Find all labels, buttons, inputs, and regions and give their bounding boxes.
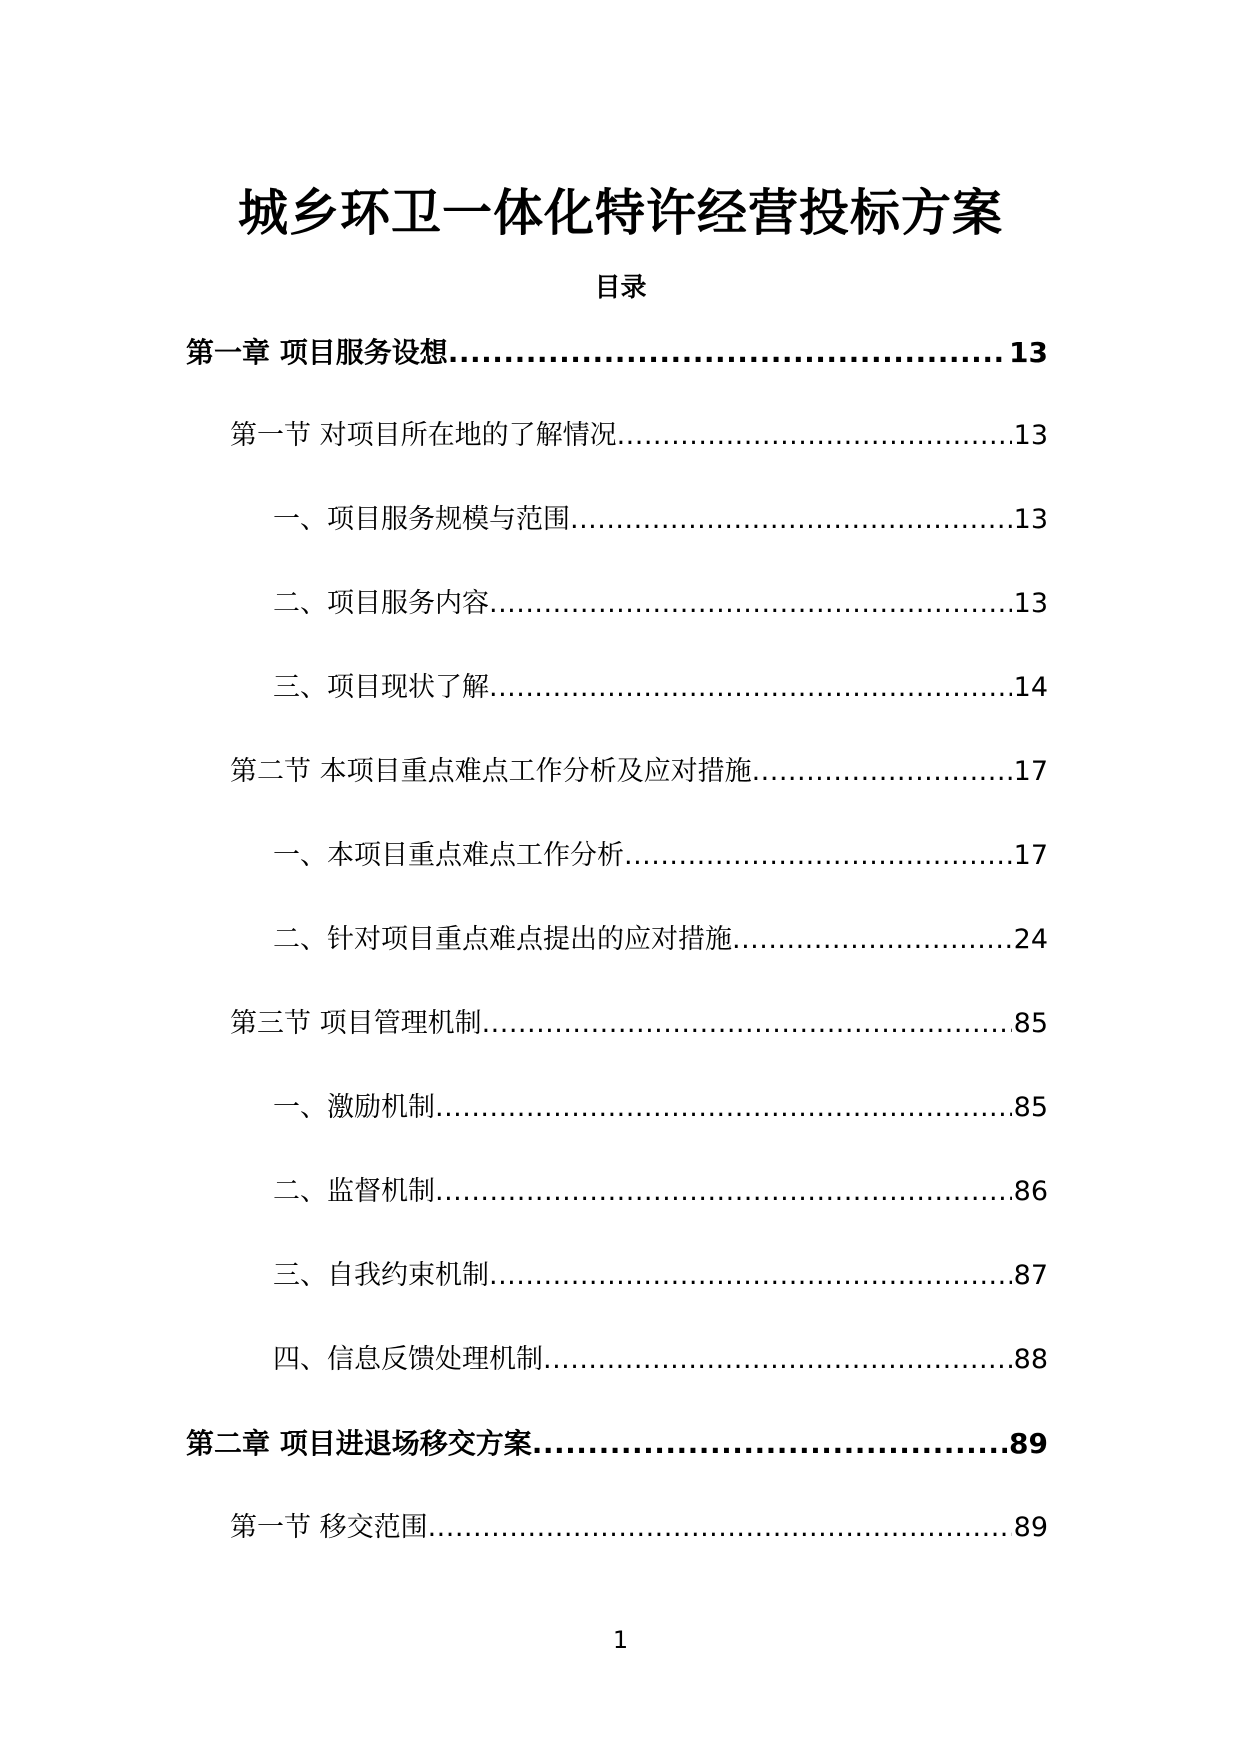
toc-dot-leader: [532, 1424, 1007, 1464]
toc-entry-title: 第三节 项目管理机制: [230, 1008, 482, 1039]
toc-entry[interactable]: [230, 1004, 1048, 1044]
toc-dot-leader: [624, 836, 1012, 876]
toc-entry-title: 四、信息反馈处理机制: [273, 1344, 543, 1375]
toc-entry-title: 第一节 移交范围: [230, 1512, 428, 1543]
toc-entry[interactable]: [230, 416, 1048, 456]
toc-entry[interactable]: [273, 1340, 1048, 1380]
toc-dot-leader: [617, 416, 1012, 456]
document-title: 城乡环卫一体化特许经营投标方案: [238, 184, 1003, 242]
toc-dot-leader: [489, 668, 1012, 708]
toc-entry-title: 二、项目服务内容: [273, 588, 489, 619]
toc-entry[interactable]: [273, 500, 1048, 540]
toc-entry-title: 第一章 项目服务设想: [186, 336, 448, 369]
toc-entry-page: 88: [1013, 1344, 1048, 1375]
toc-dot-leader: [448, 333, 1007, 373]
toc-dot-leader: [428, 1508, 1012, 1548]
toc-entry-title: 第一节 对项目所在地的了解情况: [230, 420, 617, 451]
toc-entry-title: 第二节 本项目重点难点工作分析及应对措施: [230, 756, 752, 787]
toc-entry-page: 17: [1013, 840, 1048, 871]
toc-entry-page: 13: [1009, 336, 1048, 369]
toc-dot-leader: [435, 1088, 1012, 1128]
toc-entry-page: 13: [1013, 420, 1048, 451]
toc-entry-title: 二、针对项目重点难点提出的应对措施: [273, 924, 732, 955]
page-number: 1: [612, 1626, 629, 1654]
toc-entry-title: 二、监督机制: [273, 1176, 435, 1207]
toc-entry-page: 17: [1013, 756, 1048, 787]
toc-dot-leader: [732, 920, 1012, 960]
toc-entry-title: 一、激励机制: [273, 1092, 435, 1123]
toc-dot-leader: [435, 1172, 1012, 1212]
toc-entry-page: 89: [1009, 1427, 1048, 1460]
toc-dot-leader: [752, 752, 1012, 792]
toc-entry-page: 85: [1013, 1092, 1048, 1123]
toc-entry[interactable]: [186, 333, 1048, 373]
toc-entry[interactable]: [186, 1424, 1048, 1464]
toc-dot-leader: [489, 1256, 1012, 1296]
toc-entry-title: 第二章 项目进退场移交方案: [186, 1427, 532, 1460]
toc-entry[interactable]: [273, 1088, 1048, 1128]
toc-dot-leader: [570, 500, 1012, 540]
toc-heading: 目录: [594, 273, 647, 303]
toc-entry-page: 13: [1013, 588, 1048, 619]
toc-entry-title: 三、自我约束机制: [273, 1260, 489, 1291]
toc-entry-title: 一、项目服务规模与范围: [273, 504, 570, 535]
toc-entry-page: 85: [1013, 1008, 1048, 1039]
toc-entry[interactable]: [273, 920, 1048, 960]
toc-entry-page: 13: [1013, 504, 1048, 535]
toc-entry-title: 一、本项目重点难点工作分析: [273, 840, 624, 871]
toc-entry[interactable]: [230, 1508, 1048, 1548]
toc-entry[interactable]: [273, 584, 1048, 624]
toc-entry-title: 三、项目现状了解: [273, 672, 489, 703]
toc-entry-page: 86: [1013, 1176, 1048, 1207]
toc-dot-leader: [543, 1340, 1012, 1380]
toc-entry[interactable]: [273, 1256, 1048, 1296]
toc-entry-page: 24: [1013, 924, 1048, 955]
toc-dot-leader: [482, 1004, 1012, 1044]
toc-entry[interactable]: [273, 836, 1048, 876]
toc-entry[interactable]: [273, 668, 1048, 708]
toc-entry-page: 89: [1013, 1512, 1048, 1543]
toc-dot-leader: [489, 584, 1012, 624]
toc-entry-page: 14: [1013, 672, 1048, 703]
toc-entry[interactable]: [273, 1172, 1048, 1212]
toc-entry-page: 87: [1013, 1260, 1048, 1291]
toc-entry[interactable]: [230, 752, 1048, 792]
